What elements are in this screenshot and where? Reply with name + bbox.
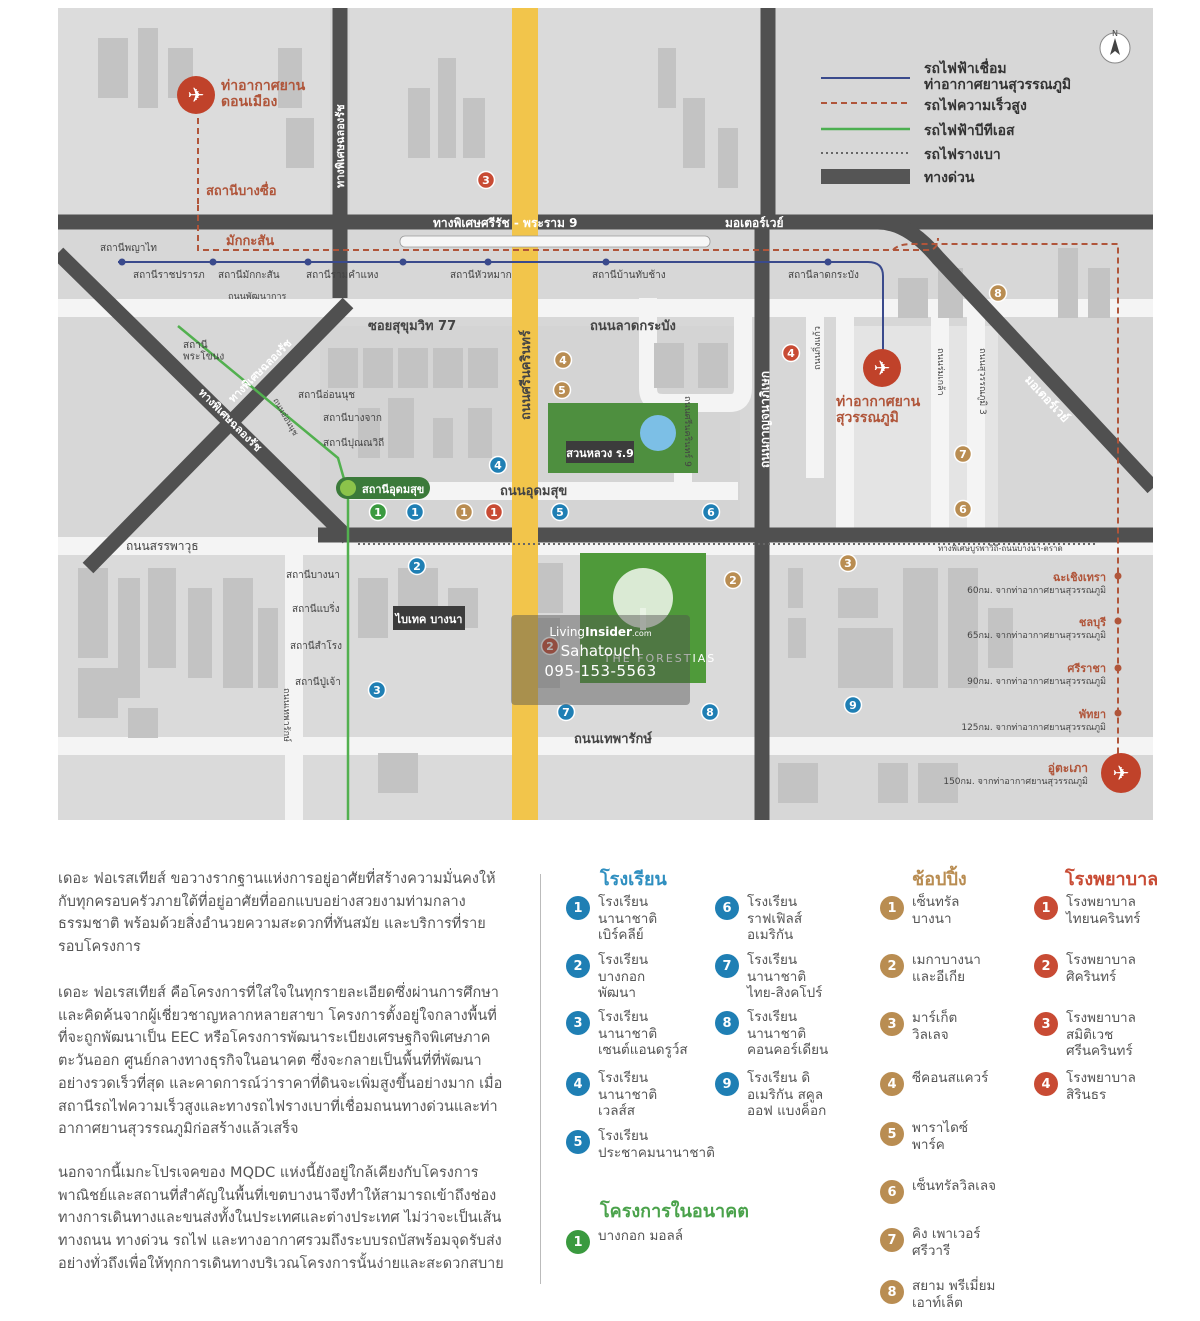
distance-city: อู่ตะเภา [1047,761,1088,775]
svg-text:ไบเทค บางนา: ไบเทค บางนา [395,613,463,626]
svg-text:3: 3 [844,557,852,570]
suanluang-label [566,441,634,463]
school-number-badge: 3 [566,1011,590,1035]
future-project-label: บางกอก มอลล์ [598,1228,684,1244]
svg-text:3: 3 [482,174,490,187]
label-latkrabang: ถนนลาดกระบัง [590,319,676,334]
watermark-phone: 095-153-5563 [544,662,657,680]
access-paragraph: นอกจากนี้เมกะโปรเจคของ MQDC แห่งนี้ยังอยู่ใกล้เคียงกับโครงการพาณิชย์และสถานที่สำคัญในพื้นที่เขตบางนาจึงทำให้สามารถเข้าถึงช่องทางการเดินทางและขนส่งทั้งในประเทศและต่างประเทศ ไม่ว่าจะเป็นเส้นทางถนน ทางด่วน รถไฟ และทางอากาศรวมถึงระบบรถบัสพร้อมจุดรับส่งอย่างทั่วถึงเพื่อให้ทุกการเดินทางบริเวณโครงการนั้นง่ายและสะดวกสบาย [58,1165,504,1272]
label-thepharak: ถนนเทพารักษ์ [574,732,652,747]
utapao-airport-icon [1101,753,1141,793]
school-item [715,1009,828,1059]
station-punnawithi: สถานีปุณณวิถี [323,438,385,449]
school-number-badge: 1 [566,896,590,920]
school-label: โรงเรียน นานาชาติ คอนคอร์เดียน [747,1009,829,1058]
svg-text:N: N [1112,29,1118,38]
poi-marker-brown [456,504,473,521]
station-ramkhamhaeng: สถานีรามคำแหง [306,270,379,281]
shop-number-badge: 5 [880,1122,904,1146]
hospital-label: โรงพยาบาล สิรินธร [1066,1070,1136,1103]
future-project-number-badge: 1 [566,1230,590,1254]
hospitals-title: โรงพยาบาล [1065,869,1159,890]
project-name: THE FORESTIAS [603,652,717,665]
school-label: โรงเรียน ดิ อเมริกัน สคูล ออฟ แบงค็อก [747,1070,827,1119]
station-phayathai: สถานีพญาไท [100,243,157,254]
school-number-badge: 6 [715,896,739,920]
label-kanchanaphisek: ถนนกาญจนาภิเษก [758,370,772,468]
school-item [715,952,822,1002]
distance-city: ศรีราชา [1067,662,1106,675]
station-bangna: สถานีบางนา [286,570,340,581]
label-bangna-trat: ทางพิเศษบูรพาวิถี-ถนนบางนา-ตราด [938,544,1063,553]
label-motorway-top: มอเตอร์เวย์ [725,216,784,230]
watermark-brand [511,625,690,639]
school-item [715,894,802,944]
poi-marker-brown [725,572,742,589]
svg-text:2: 2 [729,574,737,587]
svg-text:9: 9 [849,699,857,712]
label-onnut-road: ถนนอ่อนนุช [271,396,300,438]
label-suvarnabhumi3: ถนนสุวรรณภูมิ 3 [977,348,987,415]
poi-marker-blue [490,457,507,474]
svg-text:1: 1 [460,506,468,519]
info-section [0,830,1200,1321]
svg-text:7: 7 [959,448,967,461]
school-number-badge: 2 [566,954,590,978]
detail-paragraph: เดอะ ฟอเรสเทียส์ คือโครงการที่ใส่ใจในทุกรายละเอียดซึ่งผ่านการศึกษาและคิดค้นจากผู้เชี่ยวชาญหลากหลายสาขา โครงการตั้งอยู่ใจกลางพื้นที่ที่จะถูกพัฒนาเป็น EEC หรือโครงการพัฒนาระเบียงเศรษฐกิจพิเศษภาคตะวันออก ศูนย์กลางทางธุรกิจในอนาคต ซึ่งจะกลายเป็นพื้นที่ที่พัฒนาอย่างรวดเร็วที่สุด และคาดการณ์ว่าราคาที่ดินจะเพิ่มสูงขึ้นอย่างมาก เมื่อสถานีรถไฟความเร็วสูงและทางรถไฟรางเบาที่เชื่อมถนนทางด่วนและท่าอากาศยานสุวรรณภูมิก่อสร้างแล้วเสร็จ [58,985,503,1138]
station-phrakhanong: สถานีพระโขนง [183,340,225,363]
school-number-badge: 5 [566,1130,590,1154]
shop-label: เซ็นทรัลวิลเลจ [912,1178,997,1194]
school-item [566,1070,657,1120]
poi-marker-blue [703,504,720,521]
shop-item [880,894,959,927]
station-banthapchang: สถานีบ้านทับช้าง [592,270,666,281]
suvarnabhumi-airport-icon [863,349,901,387]
shop-item [880,1178,996,1204]
school-item [566,952,648,1002]
poi-marker-brown [554,382,571,399]
label-chalongrat-1: ทางพิเศษฉลองรัช [225,336,295,406]
shop-label: สยาม พรีเมี่ยม เอาท์เล็ต [912,1278,996,1311]
label-kingkaew: ถนนกิ่งแก้ว [813,326,823,370]
poi-marker-blue [702,704,719,721]
hospital-item [1034,1010,1136,1060]
distance-city: ชลบุรี [1078,616,1106,629]
watermark-brand-suffix: Insider [585,625,632,639]
watermark [511,615,690,705]
station-bearing: สถานีแบริ่ง [292,604,340,615]
school-label: โรงเรียน นานาชาติ เวลส์ส [598,1070,658,1119]
label-expressway-top: ทางพิเศษศรีรัช - พระราม 9 [433,216,578,230]
poi-marker-brown [840,555,857,572]
shop-number-badge: 2 [880,954,904,978]
shop-number-badge: 8 [880,1280,904,1304]
shop-item [880,1278,995,1311]
svg-text:1: 1 [374,506,382,519]
label-srinakarin-soi9: ถนนศรีนครินทร์ 9 [682,396,692,467]
school-number-badge: 9 [715,1072,739,1096]
label-chalongrat-2: ทางพิเศษฉลองรัช [195,385,265,455]
svg-text:4: 4 [494,459,502,472]
station-ratchaprarop: สถานีราชปรารภ [133,270,205,281]
hospital-label: โรงพยาบาล ไทยนครินทร์ [1066,894,1141,927]
schools-title: โรงเรียน [600,869,667,890]
svg-text:2: 2 [546,640,554,653]
svg-text:4: 4 [787,347,795,360]
school-label: โรงเรียน ราฟเฟิลส์ อเมริกัน [747,894,803,943]
label-srinakarin: ถนนศรีนครินทร์ [519,330,534,420]
watermark-brand-prefix: Living [549,625,586,639]
school-label: โรงเรียน บางกอก พัฒนา [598,952,649,1001]
label-motorway-right: มอเตอร์เวย์ [1022,372,1073,425]
legend-high-speed: รถไฟความเร็วสูง [924,98,1027,114]
svg-text:✈: ✈ [187,83,205,107]
shop-label: เซ็นทรัล บางนา [912,894,960,927]
svg-text:6: 6 [707,506,715,519]
station-pucao: สถานีปู่เจ้า [295,677,341,688]
legend-airport-link: รถไฟฟ้าเชื่อมท่าอากาศยานสุวรรณภูมิ [924,61,1072,94]
legend-expressway: ทางด่วน [924,170,975,186]
distance-text: 90กม. จากท่าอากาศยานสุวรรณภูมิ [967,677,1106,687]
label-romklao: ถนนร่มเกล้า [935,348,945,396]
distance-city: ฉะเชิงเทรา [1052,571,1106,584]
hospital-item [1034,952,1136,985]
poi-marker-blue [369,682,386,699]
school-item [566,894,657,944]
label-donmueang: ท่าอากาศยานดอนเมือง [221,78,306,111]
future-project-item [566,1228,683,1254]
label-thepharak-vertical: ถนนเทพารักษ์ [281,688,291,742]
hospital-number-badge: 4 [1034,1072,1058,1096]
svg-text:5: 5 [558,384,566,397]
hospital-number-badge: 1 [1034,896,1058,920]
shop-number-badge: 1 [880,896,904,920]
column-divider [540,874,541,1284]
distance-text: 150กม. จากท่าอากาศยานสุวรรณภูมิ [943,777,1088,787]
school-label: โรงเรียน นานาชาติ เซนต์แอนดรูว์ส [598,1009,688,1058]
school-number-badge: 8 [715,1011,739,1035]
poi-marker-brown [555,352,572,369]
station-makkasan: สถานีมักกะสัน [218,270,280,281]
shop-number-badge: 4 [880,1072,904,1096]
hospital-item [1034,894,1141,927]
school-label: โรงเรียน นานาชาติ ไทย-สิงคโปร์ [747,952,823,1001]
shopping-title: ช้อปปิ้ง [912,869,967,890]
shop-item [880,1010,957,1043]
hospital-item [1034,1070,1136,1103]
label-phattanakan: ถนนพัฒนาการ [228,292,287,302]
poi-marker-blue [552,504,569,521]
shop-label: เมกาบางนา และอีเกีย [912,952,981,985]
future-title: โครงการในอนาคต [600,1201,749,1222]
school-number-badge: 7 [715,954,739,978]
school-number-badge: 4 [566,1072,590,1096]
legend-bts: รถไฟฟ้าบีทีเอส [924,123,1015,139]
station-huamak: สถานีหัวหมาก [450,270,512,281]
svg-text:3: 3 [373,684,381,697]
legend-light-rail: รถไฟรางเบา [924,147,1001,163]
hospital-number-badge: 3 [1034,1012,1058,1036]
svg-text:1: 1 [411,506,419,519]
poi-marker-blue [407,504,424,521]
poi-marker-red [783,345,800,362]
label-sanphawut: ถนนสรรพาวุธ [126,539,199,553]
svg-text:สถานีอุดมสุข: สถานีอุดมสุข [362,483,425,496]
hospital-label: โรงพยาบาล สมิติเวช ศรีนครินทร์ [1066,1010,1136,1059]
svg-text:1: 1 [490,506,498,519]
svg-text:7: 7 [562,706,570,719]
svg-text:2: 2 [413,560,421,573]
svg-text:5: 5 [556,506,564,519]
poi-marker-blue [558,704,575,721]
shop-item [880,1070,988,1096]
shop-number-badge: 7 [880,1228,904,1252]
school-label: โรงเรียน ประชาคมนานาชาติ [598,1128,715,1161]
station-onnut: สถานีอ่อนนุช [298,390,356,401]
station-bangsue: สถานีบางซื่อ [206,184,277,199]
hospital-number-badge: 2 [1034,954,1058,978]
distance-text: 125กม. จากท่าอากาศยานสุวรรณภูมิ [961,723,1106,733]
poi-marker-blue [409,558,426,575]
svg-text:✈: ✈ [873,356,891,380]
svg-text:✈: ✈ [1112,761,1130,785]
udomsuk-station-badge [336,477,430,499]
label-sukhumvit77: ซอยสุขุมวิท 77 [368,319,457,334]
shop-number-badge: 3 [880,1012,904,1036]
distance-text: 60กม. จากท่าอากาศยานสุวรรณภูมิ [967,586,1106,596]
svg-text:8: 8 [706,706,714,719]
label-kanchana-vertical: ทางพิเศษฉลองรัช [334,104,347,188]
train-graphic [400,236,710,247]
poi-marker-brown [955,501,972,518]
shop-label: พาราไดซ์ พาร์ค [912,1120,969,1153]
school-item [566,1009,688,1059]
label-suvarnabhumi: ท่าอากาศยานสุวรรณภูมิ [836,394,921,427]
label-udomsuk: ถนนอุดมสุข [500,484,568,499]
poi-marker-brown [955,446,972,463]
shop-label: มาร์เก็ต วิลเลจ [912,1010,958,1043]
shop-label: ซีคอนสแควร์ [912,1070,989,1086]
poi-marker-red [478,172,495,189]
intro-paragraph: เดอะ ฟอเรสเทียส์ ขอวางรากฐานแห่งการอยู่อาศัยที่สร้างความมั่นคงให้กับทุกครอบครัวภายใต้ที่อยู่อาศัยที่ออกแบบอย่างสวยงามท่ามกลางธรรมชาติ พร้อมด้วยสิ่งอำนวยความสะดวกที่ทันสมัย และบริการที่รายรอบโครงการ [58,871,496,956]
shop-label: คิง เพาเวอร์ ศรีวารี [912,1226,981,1259]
school-label: โรงเรียน นานาชาติ เบิร์คลีย์ [598,894,658,943]
svg-text:4: 4 [559,354,567,367]
shop-item [880,952,981,985]
svg-text:สวนหลวง ร.9: สวนหลวง ร.9 [566,447,634,460]
poi-marker-blue [845,697,862,714]
watermark-brand-domain: .com [631,629,652,638]
donmueang-airport-icon [177,76,215,114]
school-item [566,1128,715,1161]
poi-marker-red [486,504,503,521]
poi-marker-green [370,504,387,521]
station-samrong: สถานีสำโรง [290,641,342,652]
station-makkasan-hsr: มักกะสัน [226,234,275,249]
distance-city: พัทยา [1078,708,1106,721]
svg-text:8: 8 [994,287,1002,300]
station-bangchak: สถานีบางจาก [323,413,382,424]
distance-text: 65กม. จากท่าอากาศยานสุวรรณภูมิ [967,631,1106,641]
station-latkrabang: สถานีลาดกระบัง [788,270,859,281]
shop-item [880,1120,968,1153]
shop-number-badge: 6 [880,1180,904,1204]
bitec-label [393,606,465,630]
hospital-label: โรงพยาบาล ศิครินทร์ [1066,952,1136,985]
watermark-name: Sahatouch [560,642,641,660]
poi-marker-brown [990,285,1007,302]
svg-text:6: 6 [959,503,967,516]
school-item [715,1070,826,1120]
shop-item [880,1226,981,1259]
